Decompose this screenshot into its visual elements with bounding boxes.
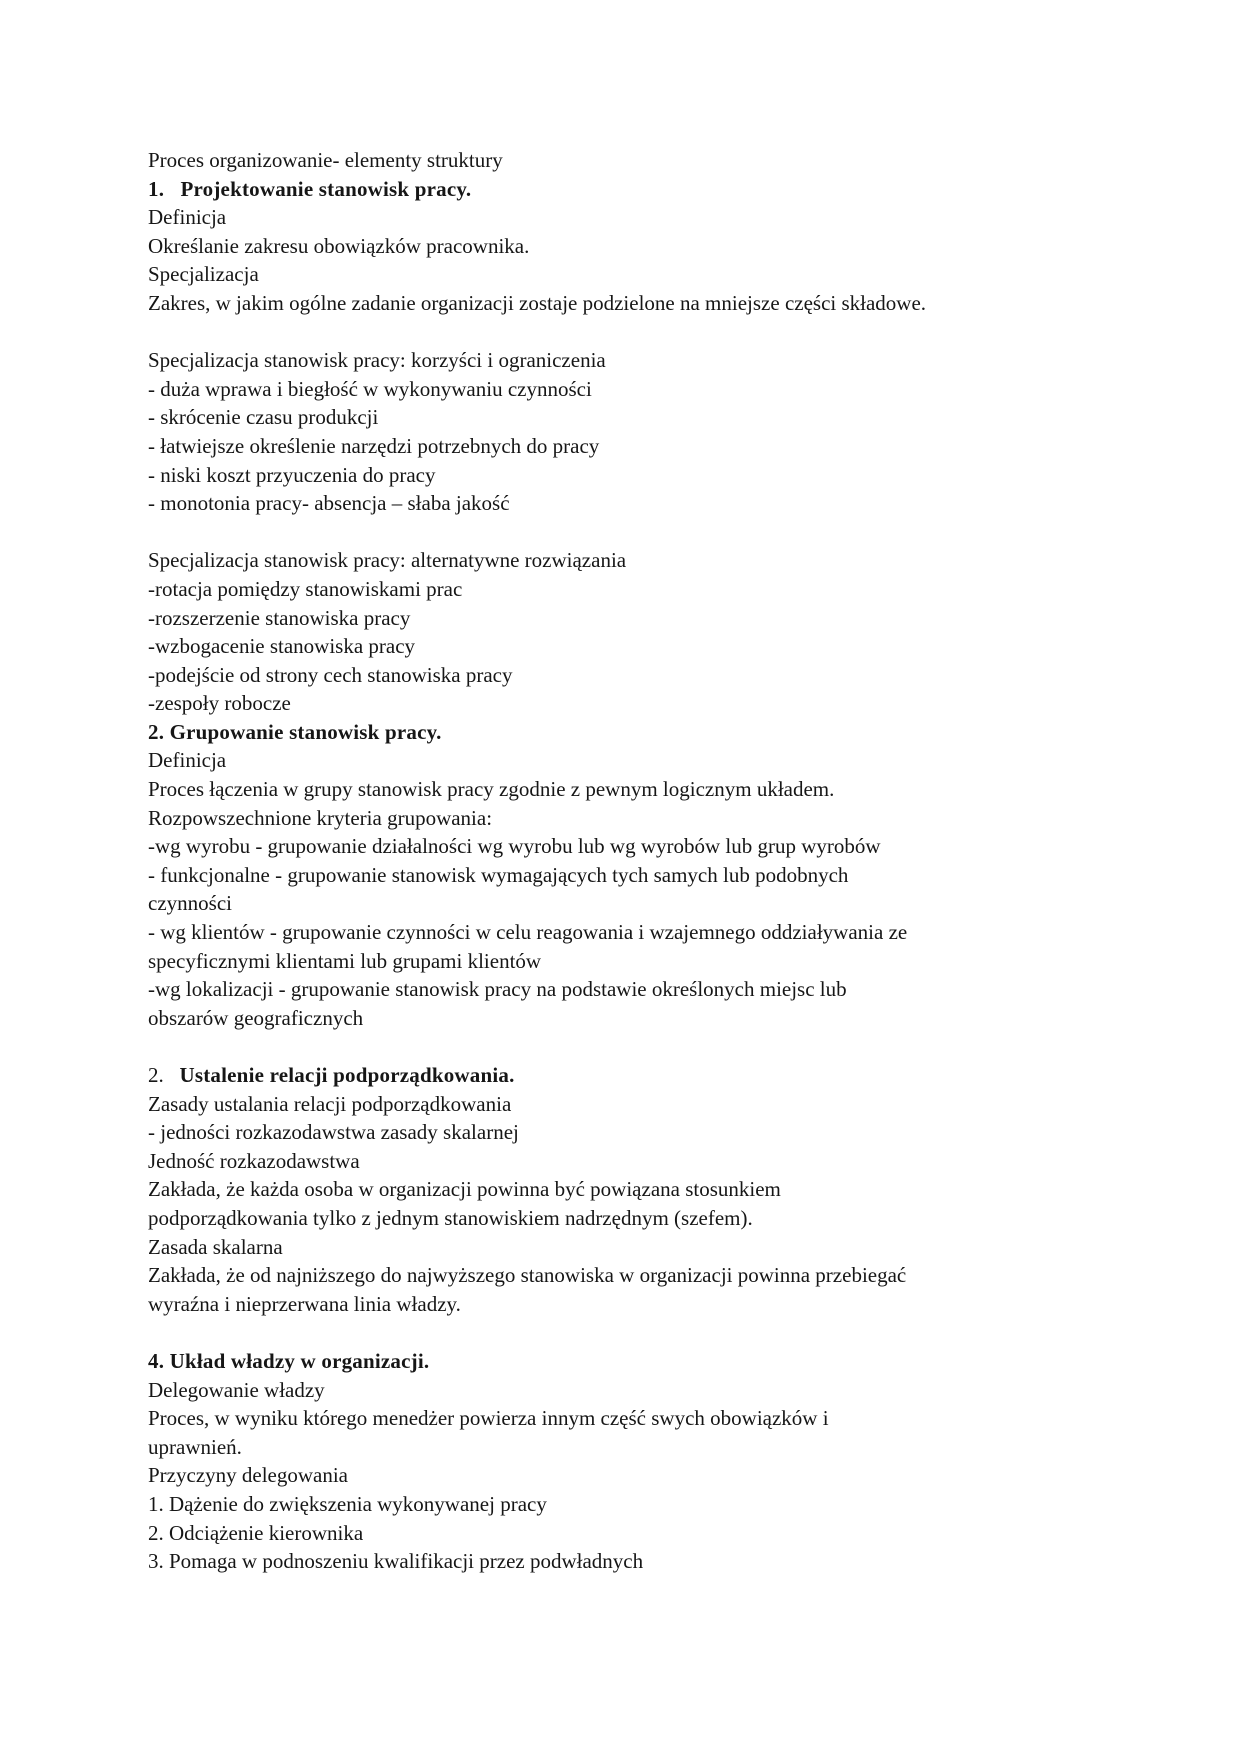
body-text: - jedności rozkazodawstwa zasady skalarnej	[148, 1120, 519, 1145]
body-text: podporządkowania tylko z jednym stanowiskiem nadrzędnym (szefem).	[148, 1205, 753, 1230]
text-line	[148, 146, 1100, 175]
text-line	[148, 1233, 1100, 1262]
body-text: Jedność rozkazodawstwa	[148, 1148, 360, 1173]
body-text: - duża wprawa i biegłość w wykonywaniu czynności	[148, 376, 592, 401]
body-text: -rozszerzenie stanowiska pracy	[148, 605, 411, 630]
body-text: -wg wyrobu - grupowanie działalności wg wyrobu lub wg wyrobów lub grup wyrobów	[148, 834, 881, 859]
body-text: Definicja	[148, 205, 227, 230]
body-text: 2. Odciążenie kierownika	[148, 1520, 364, 1545]
body-text: Specjalizacja stanowisk pracy: korzyści i ograniczenia	[148, 348, 606, 373]
text-line	[148, 1519, 1100, 1548]
text-line	[148, 260, 1100, 289]
text-line	[148, 1490, 1100, 1519]
text-line	[148, 918, 1100, 947]
heading-text: Ustalenie relacji podporządkowania.	[179, 1063, 515, 1087]
blank-line	[148, 1318, 1100, 1347]
text-line	[148, 1261, 1100, 1290]
blank-line	[148, 518, 1100, 547]
body-text: Delegowanie władzy	[148, 1377, 325, 1402]
body-text: Zasady ustalania relacji podporządkowania	[148, 1091, 512, 1116]
body-text: specyficznymi klientami lub grupami klientów	[148, 948, 542, 973]
blank-line	[148, 318, 1100, 347]
body-text: Zakłada, że od najniższego do najwyższego stanowiska w organizacji powinna przebiegać	[148, 1263, 907, 1288]
body-text: Zasada skalarna	[148, 1234, 283, 1259]
text-line	[148, 604, 1100, 633]
body-text: Zakres, w jakim ogólne zadanie organizacji zostaje podzielone na mniejsze części składowe.	[148, 290, 927, 315]
text-line	[148, 804, 1100, 833]
text-line	[148, 1547, 1100, 1576]
body-text: 2.	[148, 1063, 180, 1087]
text-line	[148, 889, 1100, 918]
text-line	[148, 1204, 1100, 1233]
body-text: wyraźna i nieprzerwana linia władzy.	[148, 1291, 461, 1316]
body-text: Proces, w wyniku którego menedżer powierza innym część swych obowiązków i	[148, 1406, 829, 1431]
text-line	[148, 1404, 1100, 1433]
blank-line	[148, 1032, 1100, 1061]
body-text: Specjalizacja stanowisk pracy: alternatywne rozwiązania	[148, 548, 627, 573]
text-line	[148, 1090, 1100, 1119]
body-text: -rotacja pomiędzy stanowiskami prac	[148, 576, 463, 601]
text-line	[148, 1461, 1100, 1490]
body-text: -podejście od strony cech stanowiska pracy	[148, 662, 513, 687]
text-line	[148, 432, 1100, 461]
body-text: Przyczyny delegowania	[148, 1463, 349, 1488]
body-text: - wg klientów - grupowanie czynności w celu reagowania i wzajemnego oddziaływania ze	[148, 920, 908, 945]
text-line	[148, 775, 1100, 804]
body-text: Definicja	[148, 748, 227, 773]
body-text: -wg lokalizacji - grupowanie stanowisk pracy na podstawie określonych miejsc lub	[148, 977, 847, 1002]
body-text: uprawnień.	[148, 1434, 242, 1459]
text-line	[148, 947, 1100, 976]
body-text: - niski koszt przyuczenia do pracy	[148, 462, 436, 487]
body-text: - skrócenie czasu produkcji	[148, 405, 379, 430]
body-text: Proces łączenia w grupy stanowisk pracy zgodnie z pewnym logicznym układem.	[148, 777, 835, 802]
body-text: - monotonia pracy- absencja – słaba jakość	[148, 491, 510, 516]
text-line	[148, 1061, 1100, 1090]
body-text: - funkcjonalne - grupowanie stanowisk wymagających tych samych lub podobnych	[148, 862, 849, 887]
text-line	[148, 661, 1100, 690]
body-text: czynności	[148, 891, 232, 916]
body-text: -wzbogacenie stanowiska pracy	[148, 634, 416, 659]
text-line	[148, 203, 1100, 232]
text-line	[148, 1175, 1100, 1204]
body-text: Określanie zakresu obowiązków pracownika.	[148, 233, 530, 258]
heading-text: 4. Układ władzy w organizacji.	[148, 1348, 430, 1373]
text-line	[148, 289, 1100, 318]
body-text: Rozpowszechnione kryteria grupowania:	[148, 805, 493, 830]
body-text: - łatwiejsze określenie narzędzi potrzebnych do pracy	[148, 433, 600, 458]
text-line	[148, 1147, 1100, 1176]
text-line	[148, 1347, 1100, 1376]
text-line	[148, 1118, 1100, 1147]
text-line	[148, 375, 1100, 404]
heading-text: 1. Projektowanie stanowisk pracy.	[148, 176, 472, 201]
text-line	[148, 1004, 1100, 1033]
body-text: Specjalizacja	[148, 262, 259, 287]
text-line	[148, 175, 1100, 204]
body-text: 1. Dążenie do zwiększenia wykonywanej pracy	[148, 1491, 547, 1516]
text-line	[148, 489, 1100, 518]
body-text: 3. Pomaga w podnoszeniu kwalifikacji przez podwładnych	[148, 1549, 644, 1574]
body-text: Proces organizowanie- elementy struktury	[148, 148, 503, 172]
text-line	[148, 1376, 1100, 1405]
text-line	[148, 461, 1100, 490]
text-line	[148, 975, 1100, 1004]
text-line	[148, 746, 1100, 775]
text-line	[148, 346, 1100, 375]
text-line	[148, 546, 1100, 575]
text-line	[148, 403, 1100, 432]
heading-text: 2. Grupowanie stanowisk pracy.	[148, 719, 442, 744]
text-line	[148, 689, 1100, 718]
text-line	[148, 1290, 1100, 1319]
text-line	[148, 718, 1100, 747]
text-line	[148, 1433, 1100, 1462]
text-line	[148, 632, 1100, 661]
text-line	[148, 861, 1100, 890]
text-line	[148, 575, 1100, 604]
document-text-block	[148, 146, 1100, 1576]
body-text: obszarów geograficznych	[148, 1005, 364, 1030]
text-line	[148, 832, 1100, 861]
body-text: -zespoły robocze	[148, 691, 291, 716]
text-line	[148, 232, 1100, 261]
body-text: Zakłada, że każda osoba w organizacji powinna być powiązana stosunkiem	[148, 1177, 781, 1202]
